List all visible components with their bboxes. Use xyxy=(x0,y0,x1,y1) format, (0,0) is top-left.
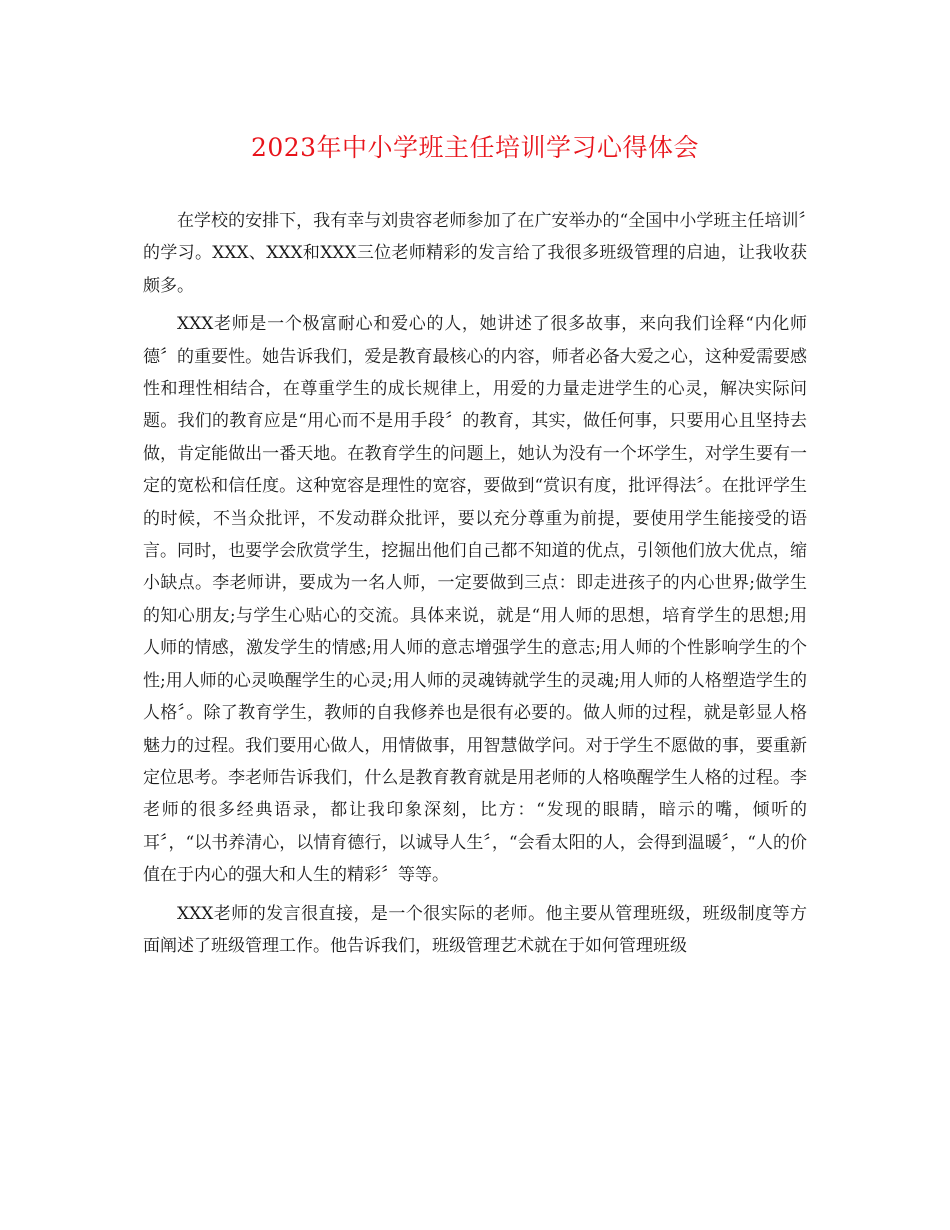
paragraph-3: XXX老师的发言很直接，是一个很实际的老师。他主要从管理班级，班级制度等方面阐述了班级管理工作。他告诉我们，班级管理艺术就在于如何管理班级 xyxy=(143,903,807,956)
paragraph-1: 在学校的安排下，我有幸与刘贵容老师参加了在广安举办的“全国中小学班主任培训〞的学习。XXX、XXX和XXX三位老师精彩的发言给了我很多班级管理的启迪，让我收获颇多。 xyxy=(143,211,807,296)
document-title: 2023年中小学班主任培训学习心得体会 xyxy=(250,133,700,162)
document-body xyxy=(143,205,807,968)
paragraph-2: XXX老师是一个极富耐心和爱心的人，她讲述了很多故事，来向我们诠释“内化师德〞的重要性。她告诉我们，爱是教育最核心的内容，师者必备大爱之心，这种爱需要感性和理性相结合，在尊重学生的成长规律上，用爱的力量走进学生的心灵，解决实际问题。我们的教育应是“用心而不是用手段〞的教育，其实，做任何事，只要用心且坚持去做，肯定能做出一番天地。在教育学生的问题上，她认为没有一个坏学生，对学生要有一定的宽松和信任度。这种宽容是理性的宽容，要做到“赏识有度，批评得法〞。在批评学生的时候，不当众批评，不发动群众批评，要以充分尊重为前提，要使用学生能接受的语言。同时，也要学会欣赏学生，挖掘出他们自己都不知道的优点，引领他们放大优点，缩小缺点。李老师讲，要成为一名人师，一定要做到三点：即走进孩子的内心世界;做学生的知心朋友;与学生心贴心的交流。具体来说，就是“用人师的思想，培育学生的思想;用人师的情感，激发学生的情感;用人师的意志增强学生的意志;用人师的个性影响学生的个性;用人师的心灵唤醒学生的心灵;用人师的灵魂铸就学生的灵魂;用人师的人格塑造学生的人格〞。除了教育学生，教师的自我修养也是很有必要的。做人师的过程，就是彰显人格魅力的过程。我们要用心做人，用情做事，用智慧做学问。对于学生不愿做的事，要重新定位思考。李老师告诉我们，什么是教育教育就是用老师的人格唤醒学生人格的过程。李老师的很多经典语录，都让我印象深刻，比方：“发现的眼睛，暗示的嘴，倾听的耳〞，“以书养清心，以情育德行，以诚导人生〞，“会看太阳的人，会得到温暖〞，“人的价值在于内心的强大和人生的精彩〞等等。 xyxy=(143,314,807,886)
